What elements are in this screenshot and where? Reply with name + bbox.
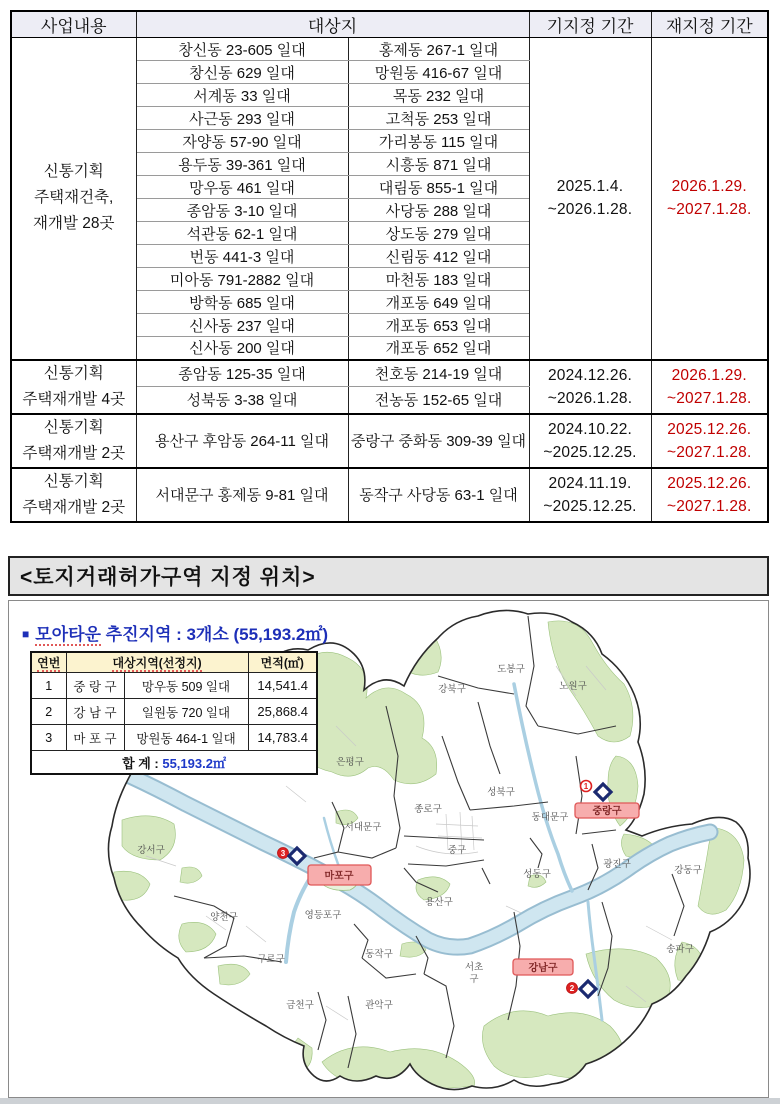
district-label: 성동구	[523, 869, 551, 880]
mapo-box-label: 마포구	[324, 871, 354, 882]
project-cell-g3: 신통기획 주택재개발 2곳	[11, 414, 136, 468]
table-row	[11, 38, 768, 61]
site-cell: 망원동 416-67 일대	[348, 61, 529, 84]
col-header-re-period: 재지정 기간	[651, 11, 768, 38]
site-cell: 전농동 152-65 일대	[348, 387, 529, 414]
district-label: 도봉구	[497, 664, 525, 675]
site-cell: 방학동 685 일대	[136, 291, 348, 314]
moa-total-cell	[31, 751, 317, 775]
site-cell: 중랑구 중화동 309-39 일대	[348, 414, 529, 468]
col-header-project: 사업내용	[11, 11, 136, 38]
moa-row	[31, 673, 317, 699]
district-label: 광진구	[603, 859, 631, 870]
district-label: 영등포구	[304, 910, 342, 921]
district-label: 동대문구	[531, 812, 569, 823]
district-label: 서초	[464, 962, 484, 973]
site-cell: 사근동 293 일대	[136, 107, 348, 130]
district-label: 은평구	[336, 757, 364, 768]
district-label: 강동구	[674, 865, 702, 876]
moa-row	[31, 699, 317, 725]
site-cell: 용산구 후암동 264-11 일대	[136, 414, 348, 468]
site-cell: 용두동 39-361 일대	[136, 153, 348, 176]
district-label: 금천구	[286, 1000, 314, 1011]
site-cell: 홍제동 267-1 일대	[348, 38, 529, 61]
site-cell: 자양동 57-90 일대	[136, 130, 348, 153]
moa-total-value: 55,193.2㎡	[162, 755, 226, 771]
site-cell: 성북동 3-38 일대	[136, 387, 348, 414]
site-cell: 개포동 653 일대	[348, 314, 529, 337]
designation-table	[10, 10, 769, 523]
site-cell: 시흥동 871 일대	[348, 153, 529, 176]
site-cell: 종암동 3-10 일대	[136, 199, 348, 222]
site-cell: 가리봉동 115 일대	[348, 130, 529, 153]
col-header-sites: 대상지	[136, 11, 529, 38]
re-period-g3: 2025.12.26. ~2027.1.28.	[651, 414, 768, 468]
moa-gu: 강 남 구	[66, 699, 124, 725]
moa-col-no: 연번	[31, 652, 66, 673]
site-cell: 개포동 649 일대	[348, 291, 529, 314]
site-cell: 마천동 183 일대	[348, 268, 529, 291]
moa-no: 3	[31, 725, 66, 751]
site-cell: 동작구 사당동 63-1 일대	[348, 468, 529, 522]
moa-header-row	[31, 652, 317, 673]
district-label: 서대문구	[344, 822, 382, 833]
site-cell: 신사동 200 일대	[136, 337, 348, 360]
page-bottom-strip	[0, 1098, 780, 1104]
site-cell: 신사동 237 일대	[136, 314, 348, 337]
site-cell: 미아동 791-2882 일대	[136, 268, 348, 291]
district-label: 중구	[447, 845, 467, 856]
prev-period-g1: 2025.1.4. ~2026.1.28.	[529, 38, 651, 360]
district-label: 용산구	[425, 897, 453, 908]
moa-total-label: 합 계 :	[122, 755, 163, 771]
gangnam-box-label: 강남구	[528, 963, 558, 974]
re-period-g4: 2025.12.26. ~2027.1.28.	[651, 468, 768, 522]
district-label: 종로구	[414, 804, 442, 815]
table-row	[11, 414, 768, 468]
prev-period-g4: 2024.11.19. ~2025.12.25.	[529, 468, 651, 522]
site-cell: 망우동 461 일대	[136, 176, 348, 199]
section-title: <토지거래허가구역 지정 위치>	[20, 566, 316, 589]
district-label: 송파구	[666, 944, 694, 955]
moa-area: 14,541.4	[248, 673, 317, 699]
moa-col-site: 대상지역(선정지)	[66, 652, 248, 673]
moa-title-rest: 추진지역 : 3개소 (55,193.2㎡)	[100, 625, 328, 644]
district-label: 양천구	[210, 912, 238, 923]
district-label: 성북구	[487, 787, 515, 798]
site-cell: 대림동 855-1 일대	[348, 176, 529, 199]
section-header	[8, 556, 769, 596]
re-period-g2: 2026.1.29. ~2027.1.28.	[651, 360, 768, 414]
marker-3-number: 3	[280, 849, 286, 858]
district-label: 구	[469, 974, 479, 985]
site-cell: 고척동 253 일대	[348, 107, 529, 130]
district-label: 관악구	[365, 1000, 393, 1011]
table-row	[11, 468, 768, 522]
district-label: 강북구	[438, 684, 466, 695]
site-cell: 신림동 412 일대	[348, 245, 529, 268]
marker-2-number: 2	[569, 984, 575, 993]
moa-title-word1: 모아타운	[35, 625, 101, 644]
district-label: 동작구	[365, 949, 393, 960]
re-period-g1: 2026.1.29. ~2027.1.28.	[651, 38, 768, 360]
site-cell: 상도동 279 일대	[348, 222, 529, 245]
moa-site: 일원동 720 일대	[124, 699, 248, 725]
moa-no: 1	[31, 673, 66, 699]
table-header-row	[11, 11, 768, 38]
site-cell: 사당동 288 일대	[348, 199, 529, 222]
moa-gu: 중 랑 구	[66, 673, 124, 699]
moa-area: 14,783.4	[248, 725, 317, 751]
project-cell-g1: 신통기획 주택재건축, 재개발 28곳	[11, 38, 136, 360]
col-header-prev-period: 기지정 기간	[529, 11, 651, 38]
project-cell-g4: 신통기획 주택재개발 2곳	[11, 468, 136, 522]
moa-total-row	[31, 751, 317, 775]
site-cell: 천호동 214-19 일대	[348, 360, 529, 387]
project-cell-g2: 신통기획 주택재개발 4곳	[11, 360, 136, 414]
moa-town-table	[30, 651, 318, 775]
prev-period-g3: 2024.10.22. ~2025.12.25.	[529, 414, 651, 468]
moa-site: 망우동 509 일대	[124, 673, 248, 699]
district-label: 노원구	[559, 681, 587, 692]
moa-town-title	[22, 620, 328, 645]
moa-gu: 마 포 구	[66, 725, 124, 751]
site-cell: 서계동 33 일대	[136, 84, 348, 107]
square-bullet-icon: ■	[22, 627, 30, 641]
district-label: 구로구	[257, 954, 285, 965]
site-cell: 번동 441-3 일대	[136, 245, 348, 268]
site-cell: 창신동 23-605 일대	[136, 38, 348, 61]
moa-col-area: 면적(㎡)	[248, 652, 317, 673]
site-cell: 석관동 62-1 일대	[136, 222, 348, 245]
marker-1-number: 1	[583, 782, 589, 791]
jungnang-box-label: 중랑구	[592, 806, 622, 817]
table-row	[11, 360, 768, 387]
moa-site: 망원동 464-1 일대	[124, 725, 248, 751]
district-label: 강서구	[137, 845, 165, 856]
site-cell: 개포동 652 일대	[348, 337, 529, 360]
site-cell: 목동 232 일대	[348, 84, 529, 107]
moa-no: 2	[31, 699, 66, 725]
site-cell: 창신동 629 일대	[136, 61, 348, 84]
site-cell: 서대문구 홍제동 9-81 일대	[136, 468, 348, 522]
moa-area: 25,868.4	[248, 699, 317, 725]
prev-period-g2: 2024.12.26. ~2026.1.28.	[529, 360, 651, 414]
moa-row	[31, 725, 317, 751]
site-cell: 종암동 125-35 일대	[136, 360, 348, 387]
